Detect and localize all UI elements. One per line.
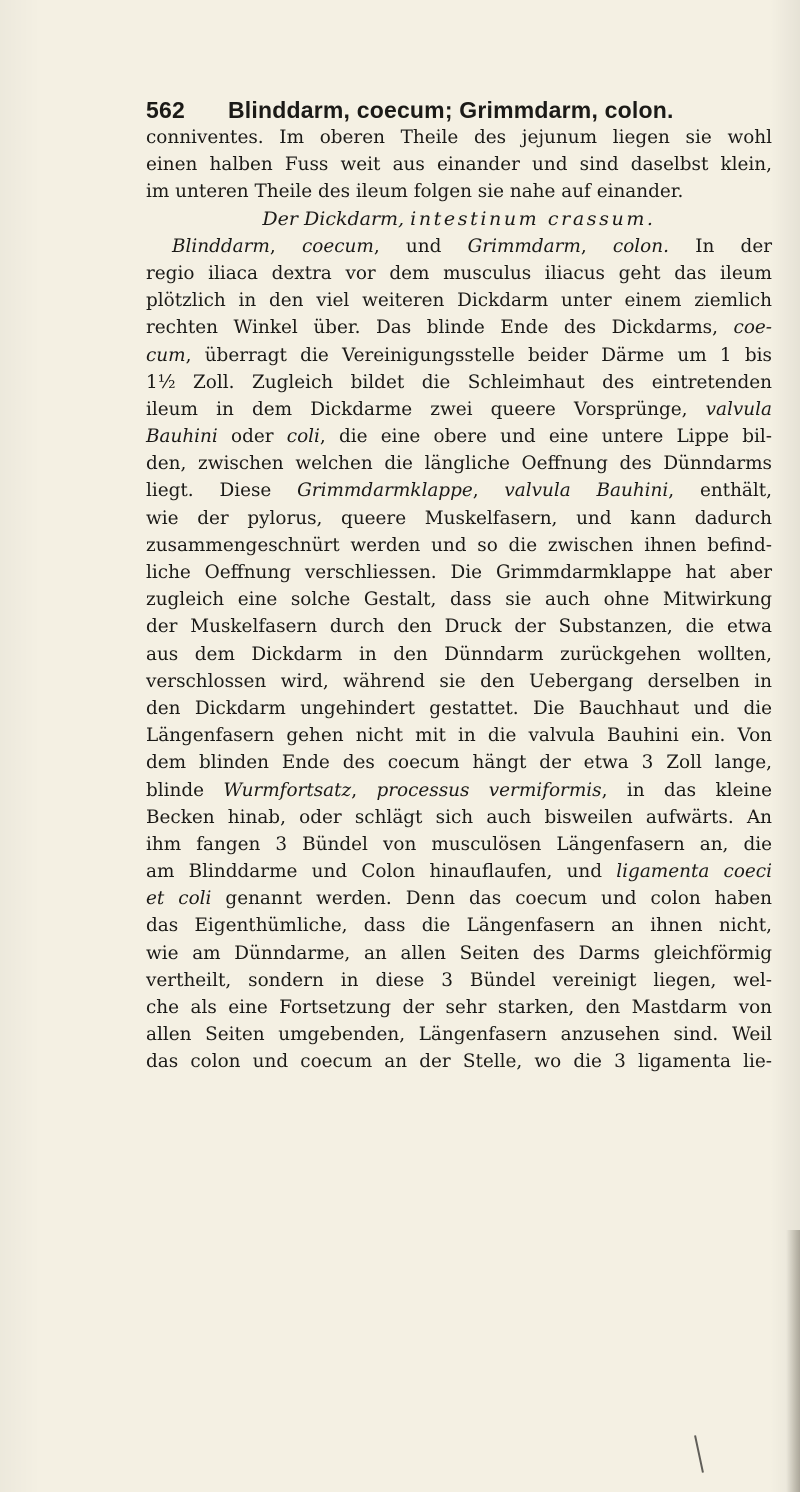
text-line: den, zwischen welchen die längliche Oeffnung des Dünndarms bbox=[146, 453, 772, 475]
text-line: aus dem Dickdarm in den Dünndarm zurückgehen wollten, bbox=[146, 643, 772, 665]
text-line: dem blinden Ende des coecum hängt der etwa 3 Zoll lange, bbox=[146, 752, 772, 774]
text-line: conniventes. Im oberen Theile des jejunum liegen sie wohl bbox=[146, 127, 772, 148]
text-line: Bauhini oder coli, die eine obere und eine untere Lippe bil- bbox=[146, 426, 772, 448]
text-line: einen halben Fuss weit aus einander und sind daselbst klein, bbox=[146, 154, 772, 176]
text-line: 1½ Zoll. Zugleich bildet die Schleimhaut des eintretenden bbox=[146, 371, 772, 393]
text-line: blinde Wurmfortsatz, processus vermiformis, in das kleine bbox=[146, 779, 772, 801]
text-line: das Eigenthümliche, dass die Längenfasern an ihnen nicht, bbox=[146, 915, 772, 937]
page-edge-shadow bbox=[786, 1230, 800, 1492]
text-line: allen Seiten umgebenden, Längenfasern anzusehen sind. Weil bbox=[146, 1024, 772, 1046]
text-line: im unteren Theile des ileum folgen sie nahe auf einander. bbox=[146, 181, 684, 203]
text-line: verschlossen wird, während sie den Uebergang derselben in bbox=[146, 670, 772, 692]
text-line: Becken hinab, oder schlägt sich auch bisweilen aufwärts. An bbox=[146, 806, 772, 828]
running-title: Blinddarm, coecum; Grimmdarm, colon. bbox=[228, 97, 674, 123]
section-heading: Der Dickdarm, intestinum crassum. bbox=[262, 207, 656, 230]
text-line: rechten Winkel über. Das blinde Ende des Dickdarms, coe- bbox=[146, 317, 772, 339]
text-line: Längenfasern gehen nicht mit in die valvula Bauhini ein. Von bbox=[146, 725, 772, 747]
text-line: ihm fangen 3 Bündel von musculösen Längenfasern an, die bbox=[146, 833, 772, 855]
text-line: regio iliaca dextra vor dem musculus iliacus geht das ileum bbox=[146, 262, 772, 284]
text-line: zusammengeschnürt werden und so die zwischen ihnen befind- bbox=[146, 534, 772, 556]
page-number: 562 bbox=[146, 97, 185, 123]
text-line: liche Oeffnung verschliessen. Die Grimmdarmklappe hat aber bbox=[146, 562, 772, 583]
text-line: das colon und coecum an der Stelle, wo die 3 ligamenta lie- bbox=[146, 1051, 772, 1073]
text-line: plötzlich in den viel weiteren Dickdarm unter einem ziemlich bbox=[146, 290, 772, 312]
text-line: Blinddarm, coecum, und Grimmdarm, colon. In der bbox=[172, 235, 772, 257]
body-text bbox=[146, 124, 772, 1076]
text-line: cum, überragt die Vereinigungsstelle beider Därme um 1 bis bbox=[146, 344, 772, 366]
text-line: am Blinddarme und Colon hinauflaufen, und ligamenta coeci bbox=[146, 861, 772, 883]
text-line: et coli genannt werden. Denn das coecum und colon haben bbox=[146, 888, 772, 910]
text-line: zugleich eine solche Gestalt, dass sie auch ohne Mitwirkung bbox=[146, 589, 772, 611]
pencil-mark bbox=[694, 1435, 704, 1473]
text-line: den Dickdarm ungehindert gestattet. Die Bauchhaut und die bbox=[146, 697, 772, 719]
text-line: wie der pylorus, queere Muskelfasern, und kann dadurch bbox=[146, 507, 772, 529]
text-line: liegt. Diese Grimmdarmklappe, valvula Bauhini, enthält, bbox=[146, 480, 772, 502]
running-header bbox=[146, 97, 706, 124]
text-line: wie am Dünndarme, an allen Seiten des Darms gleichförmig bbox=[146, 942, 772, 964]
text-line: vertheilt, sondern in diese 3 Bündel vereinigt liegen, wel- bbox=[146, 969, 772, 991]
text-line: der Muskelfasern durch den Druck der Substanzen, die etwa bbox=[146, 616, 772, 638]
text-line: ileum in dem Dickdarme zwei queere Vorsprünge, valvula bbox=[146, 398, 772, 420]
text-line: che als eine Fortsetzung der sehr starken, den Mastdarm von bbox=[146, 997, 772, 1018]
